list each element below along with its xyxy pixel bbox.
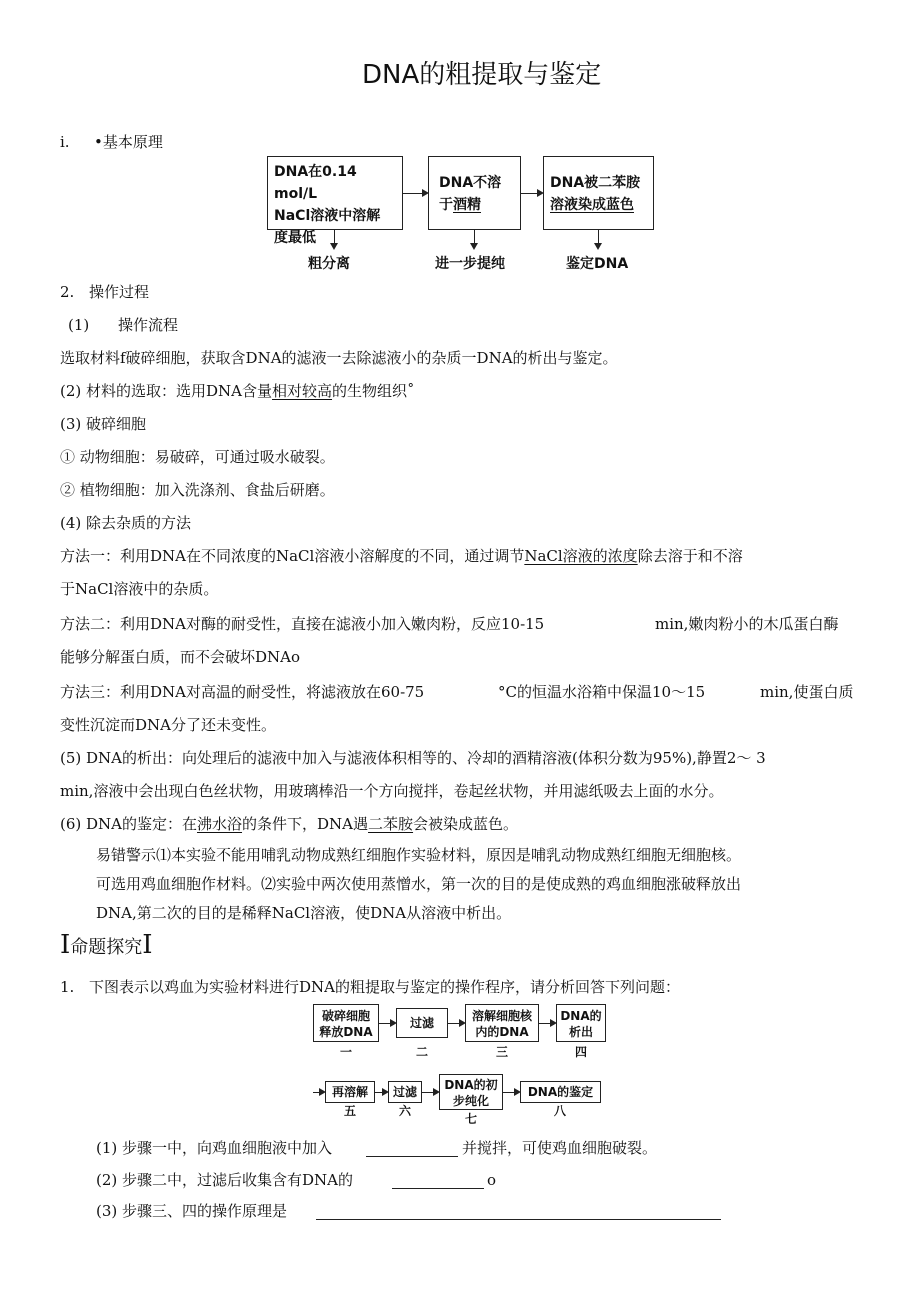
section-heading: 操作过程 [89,283,150,301]
step-text: 析出 [568,1025,593,1039]
paragraph: 选取材料f破碎细胞，获取含DNA的滤液一去除滤液小的杂质一DNA的析出与鉴定。 [60,349,618,367]
principle-box-alcohol [428,156,521,230]
item-number: (1) [68,316,90,334]
step-text: 溶解细胞核 [471,1009,532,1023]
arrow-right [521,193,542,194]
underlined-text: 相对较高 [272,382,333,400]
sub-question-text: (1) 步骤一中，向鸡血细胞液中加入 [96,1139,333,1157]
sub-question-text: o [487,1171,497,1189]
step-text: DNA的 [560,1009,602,1023]
text: I [60,930,71,960]
step-label: 二 [415,1045,428,1059]
box-text: 于 [439,197,453,213]
item-heading: (4) 除去杂质的方法 [60,514,192,532]
caption-purification: 进一步提纯 [435,256,505,272]
item-heading: (3) 破碎细胞 [60,415,147,433]
text: 命题探究 [70,937,143,958]
paragraph: 方法三：利用DNA对高温的耐受性，将滤液放在60-75 [60,683,425,701]
step-label: 四 [574,1045,587,1059]
warning-note: 易错警示⑴本实验不能用哺乳动物成熟红细胞作实验材料，原因是哺乳动物成熟红细胞无细胞核。 [96,846,742,864]
paragraph: 变性沉淀而DNA分了还未变性。 [60,716,276,734]
box-text: DNA在0.14 mol/L [274,164,357,202]
underlined-text: NaCl溶液的浓度 [524,547,638,565]
text: (6) DNA的鉴定：在 [60,815,198,833]
paragraph: 于NaCl溶液中的杂质。 [60,580,219,598]
arrow-right [503,1092,519,1093]
arrow-right [539,1023,555,1024]
answer-blank[interactable] [366,1156,458,1157]
step-text: 内的DNA [475,1025,529,1039]
paragraph [60,381,415,401]
step-box-5 [325,1081,375,1103]
paragraph: min,使蛋白质 [760,683,854,701]
paragraph: °C的恒温水浴箱中保温10～15 [498,683,706,701]
paragraph: ① 动物细胞：易破碎，可通过吸水破裂。 [60,448,335,466]
paragraph: min,溶液中会出现白色丝状物，用玻璃棒沿一个方向搅拌，卷起丝状物，并用滤纸吸去上面的水分。 [60,782,724,800]
step-box-7 [439,1074,503,1110]
step-text: 再溶解 [331,1085,368,1099]
warning-note: DNA,第二次的目的是稀释NaCl溶液，使DNA从溶液中析出。 [96,904,512,922]
arrow-right [422,1092,438,1093]
step-label: 五 [343,1104,356,1118]
arrow-right [403,193,427,194]
step-text: 破碎细胞 [321,1009,370,1023]
sub-question-text: (2) 步骤二中，过滤后收集含有DNA的 [96,1171,354,1189]
underlined-text: 沸水浴 [197,815,243,833]
text: 会被染成蓝色。 [413,815,519,833]
caption-rough-separation: 粗分离 [308,256,350,272]
step-label: 三 [495,1045,508,1059]
step-text: 过滤 [392,1085,417,1099]
sub-question-text: (3) 步骤三、四的操作原理是 [96,1202,288,1220]
paragraph [60,546,743,566]
page-title: DNA的粗提取与鉴定 [362,60,602,90]
step-box-8 [520,1081,601,1103]
paragraph: min,嫩肉粉小的木瓜蛋白酶 [655,615,839,633]
step-label: 八 [553,1104,566,1118]
item-heading: 操作流程 [118,316,179,334]
box-text: DNA被二苯胺 [550,175,641,191]
step-label: 六 [398,1104,411,1118]
paragraph: (5) DNA的析出：向处理后的滤液中加入与滤液体积相等的、冷却的酒精溶液(体积分数为95%),静置2～ 3 [60,749,766,767]
text: (2) 材料的选取：选用DNA含量 [60,382,273,400]
text: I [142,930,153,960]
box-text: DNA不溶 [439,175,502,191]
step-box-4 [556,1004,606,1042]
answer-blank[interactable] [316,1219,721,1220]
text: 方法一：利用DNA在不同浓度的NaCl溶液小溶解度的不同，通过调节 [60,547,525,565]
caption-identify: 鉴定DNA [566,256,629,272]
arrow-right [379,1023,395,1024]
section-heading: •基本原理 [94,133,163,151]
section-number: i. [60,133,70,151]
step-text: 过滤 [409,1016,434,1030]
step-box-1 [313,1004,379,1042]
step-label: 一 [339,1045,352,1059]
paragraph [60,814,518,834]
box-text-underlined: 酒精 [453,197,481,213]
paragraph: 能够分解蛋白质，而不会破坏DNAo [60,648,301,666]
principle-box-diphenylamine [543,156,654,230]
step-box-2 [396,1008,448,1038]
warning-note: 可选用鸡血细胞作材料。⑵实验中两次使用蒸憎水，第一次的目的是使成熟的鸡血细胞涨破释放出 [96,875,742,893]
step-text: 释放DNA [319,1025,373,1039]
text: 的条件下，DNA遇 [242,815,369,833]
question-text: 下图表示以鸡血为实验材料进行DNA的粗提取与鉴定的操作程序，请分析回答下列问题： [89,978,680,996]
step-text: DNA的初 [444,1078,498,1092]
step-box-6 [388,1081,422,1103]
question-number: 1. [60,978,75,996]
principle-box-solubility [267,156,403,246]
paragraph: 方法二：利用DNA对酶的耐受性，直接在滤液小加入嫩肉粉，反应10-15 [60,615,545,633]
arrow-down [474,230,475,248]
sub-question-text: 并搅拌，可使鸡血细胞破裂。 [462,1139,658,1157]
topic-heading [60,930,153,960]
arrow-right [375,1092,387,1093]
text: 除去溶于和不溶 [637,547,743,565]
paragraph: ② 植物细胞：加入洗涤剂、食盐后研磨。 [60,481,335,499]
arrow-down [334,230,335,248]
box-text: 度最低 [274,230,316,246]
step-label: 七 [464,1112,477,1126]
box-text: NaCl溶液中溶解 [274,208,381,224]
step-box-3 [465,1004,539,1042]
box-text-underlined: 溶液染成蓝色 [550,197,634,213]
underlined-text: 二苯胺 [368,815,414,833]
step-text: DNA的鉴定 [527,1085,594,1099]
arrow-down [598,230,599,248]
section-number: 2. [60,283,75,301]
step-text: 步纯化 [452,1094,489,1108]
text: 的生物组织˚ [332,382,415,400]
arrow-right [313,1092,324,1093]
arrow-right [448,1023,464,1024]
answer-blank[interactable] [392,1188,484,1189]
